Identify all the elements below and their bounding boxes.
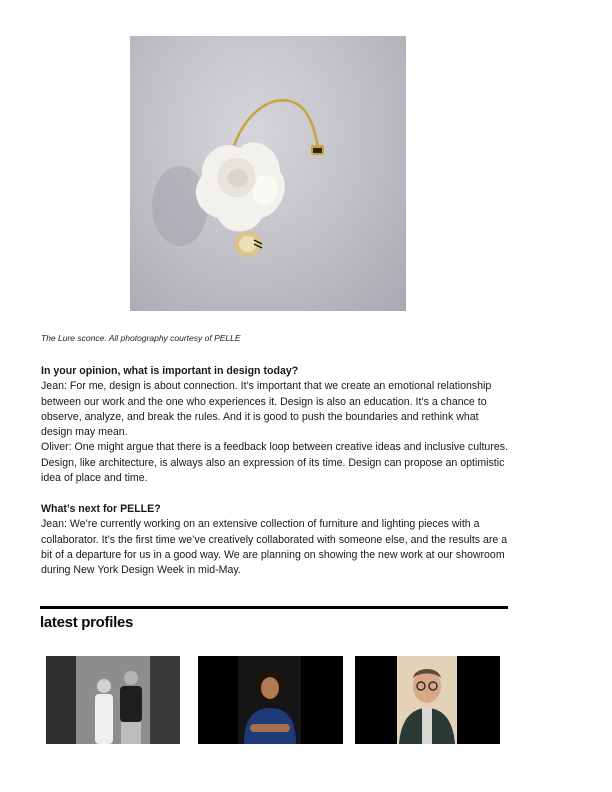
profile-thumbnail[interactable] xyxy=(46,656,180,744)
section-divider xyxy=(40,606,508,609)
profile-photo xyxy=(355,656,500,744)
latest-profiles-heading: latest profiles xyxy=(40,614,134,631)
question-heading: What’s next for PELLE? xyxy=(41,503,161,515)
question-heading: In your opinion, what is important in design today? xyxy=(41,365,299,377)
qa-block xyxy=(41,502,511,578)
profile-thumbnail[interactable] xyxy=(198,656,343,744)
answer-paragraph: Jean: For me, design is about connection. It’s important that we create an emotional relationship between our work and the one who experiences it. Design is also an education. It’s a chance to observe, analyze, and break the rules. And it is good to push the boundaries and rethink what design may mean. xyxy=(41,380,492,439)
image-caption: The Lure sconce. All photography courtesy of PELLE xyxy=(41,333,241,343)
profile-photo xyxy=(198,656,343,744)
profile-photo xyxy=(46,656,180,744)
answer-paragraph: Jean: We’re currently working on an extensive collection of furniture and lighting pieces with a collaborator. It’s the first time we’ve creatively collaborated with someone else, and the results are a bit of a departure for us in a good way. We are planning on showing the new work at our showroom during New York Design Week in mid-May. xyxy=(41,518,508,577)
qa-block xyxy=(41,364,511,486)
answer-paragraph: Oliver: One might argue that there is a feedback loop between creative ideas and inclusive cultures. Design, like architecture, is always also an expression of its time. Design can propose an optimistic idea of place and time. xyxy=(41,441,508,485)
sconce-illustration xyxy=(130,36,406,311)
hero-image-lure-sconce xyxy=(130,36,406,311)
profile-thumbnail[interactable] xyxy=(355,656,500,744)
